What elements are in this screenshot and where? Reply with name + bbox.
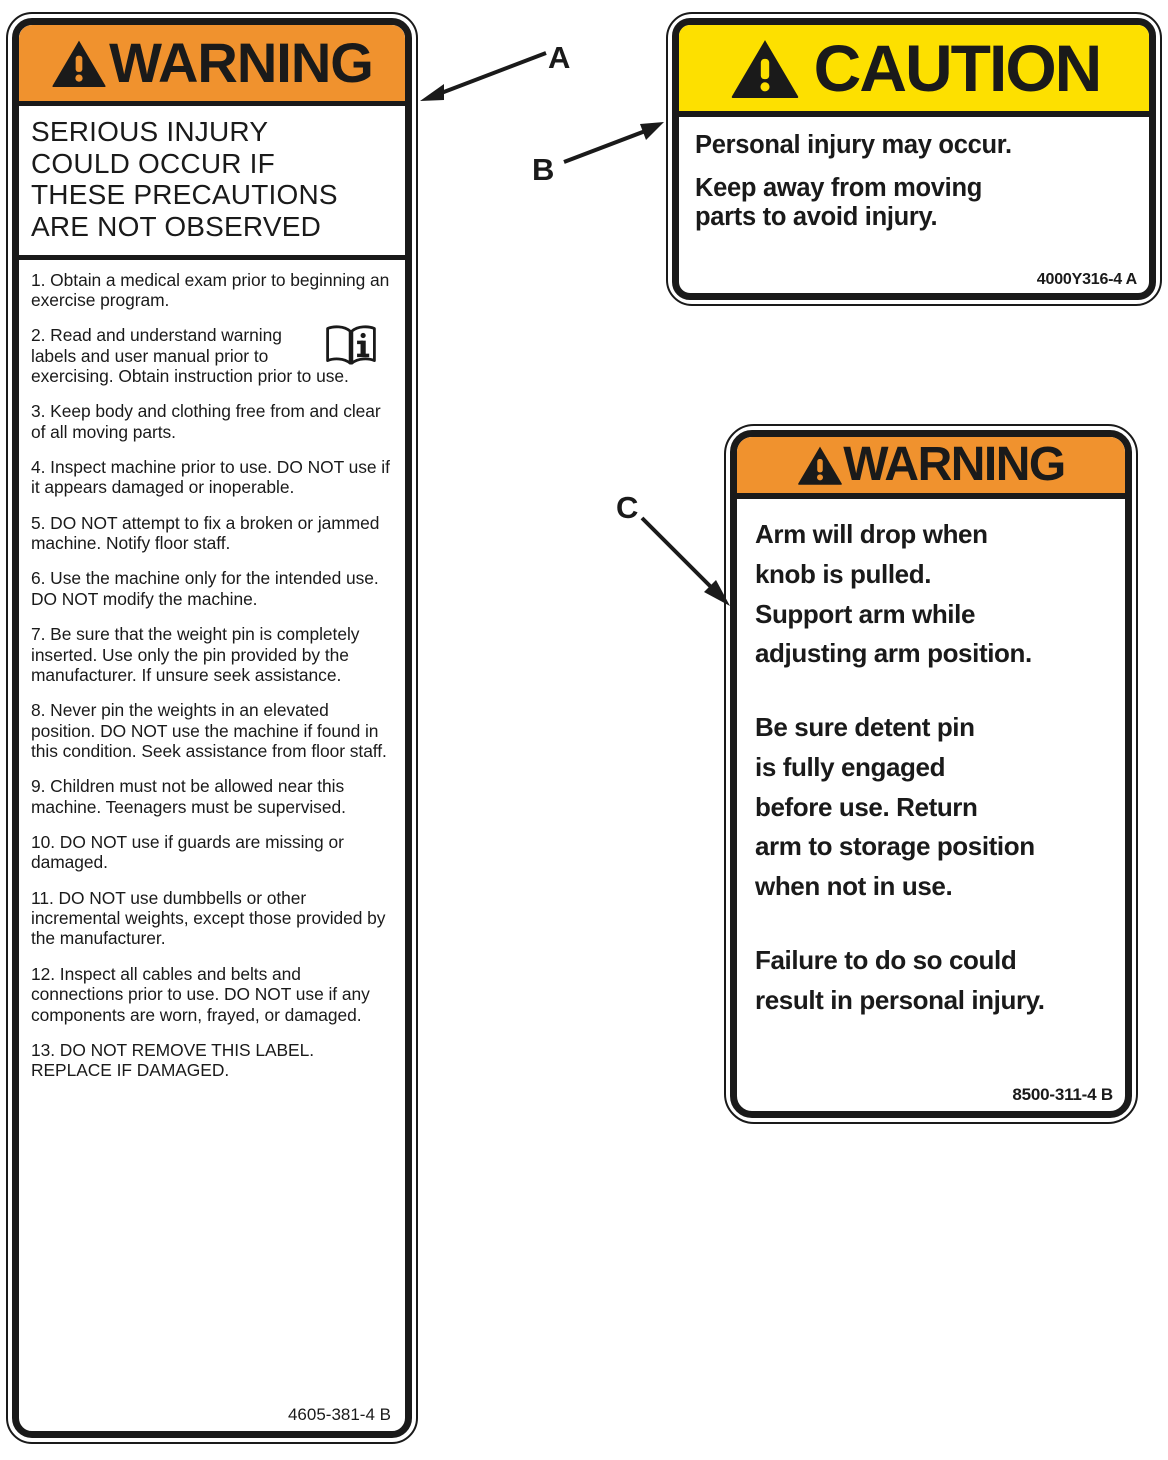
warning-line: Be sure detent pin xyxy=(755,712,975,743)
list-item: 13. DO NOT REMOVE THIS LABEL. REPLACE IF DAMAGED. xyxy=(31,1039,315,1081)
warning-line: Failure to do so could xyxy=(755,944,1017,975)
label-c-signal-word: WARNING xyxy=(843,438,1065,491)
list-item: 1. Obtain a medical exam prior to beginning an exercise program. xyxy=(31,269,390,310)
spacer xyxy=(695,160,1135,174)
list-item: 6. Use the machine only for the intended use. DO NOT modify the machine. xyxy=(31,568,379,609)
warning-label-c xyxy=(724,424,1138,1124)
warning-triangle-icon xyxy=(51,39,107,87)
warning-line: Arm will drop when xyxy=(755,519,988,549)
warning-line: knob is pulled. xyxy=(755,558,932,589)
warning-line: Support arm while xyxy=(755,598,976,629)
callout-arrow-b xyxy=(558,112,668,170)
caution-line: Keep away from moving xyxy=(695,174,983,203)
callout-arrow-a xyxy=(414,48,554,110)
warning-line: adjusting arm position. xyxy=(755,638,1032,669)
list-item: 4. Inspect machine prior to use. DO NOT use if it appears damaged or inoperable. xyxy=(31,457,390,498)
spacer xyxy=(755,674,1113,708)
callout-letter-b: B xyxy=(532,152,555,187)
callout-letter-c: C xyxy=(616,490,639,525)
warning-line: when not in use. xyxy=(755,871,953,902)
headline-line: ARE NOT OBSERVED xyxy=(31,210,322,242)
warning-line: before use. Return xyxy=(755,791,978,822)
spacer xyxy=(755,907,1113,941)
caution-line: parts to avoid injury. xyxy=(695,203,938,232)
headline-line: THESE PRECAUTIONS xyxy=(31,179,338,211)
warning-label-a xyxy=(6,12,418,1444)
callout-arrow-c xyxy=(636,510,746,620)
caution-label-b xyxy=(666,12,1162,306)
list-item: 12. Inspect all cables and belts and connections prior to use. DO NOT use if any components are worn, frayed, or damaged. xyxy=(31,963,370,1025)
list-item: 7. Be sure that the weight pin is completely inserted. Use only the pin provided by the manufacturer. If unsure seek assistance. xyxy=(31,624,360,685)
warning-line: arm to storage position xyxy=(755,831,1035,862)
label-b-body xyxy=(679,117,1149,293)
read-manual-book-icon xyxy=(325,323,377,367)
warning-triangle-icon xyxy=(728,38,802,98)
warning-triangle-icon xyxy=(797,445,843,485)
label-b-signal-word: CAUTION xyxy=(813,31,1101,105)
callout-letter-a: A xyxy=(548,40,571,75)
label-b-part-number: 4000Y316-4 A xyxy=(1036,271,1137,288)
label-c-signal-header xyxy=(737,437,1125,499)
warning-line: is fully engaged xyxy=(755,751,946,782)
list-item: 11. DO NOT use dumbbells or other incremental weights, except those provided by the manufacturer. xyxy=(31,887,386,949)
list-item: 10. DO NOT use if guards are missing or damaged. xyxy=(31,832,344,873)
caution-line: Personal injury may occur. xyxy=(695,131,1012,159)
label-b-signal-header xyxy=(679,25,1149,117)
list-item: 5. DO NOT attempt to fix a broken or jammed machine. Notify floor staff. xyxy=(31,512,380,554)
list-item: 9. Children must not be allowed near this machine. Teenagers must be supervised. xyxy=(31,776,346,817)
headline-line: COULD OCCUR IF xyxy=(31,147,275,179)
label-a-headline xyxy=(19,101,405,260)
list-item: 8. Never pin the weights in an elevated position. DO NOT use the machine if found in this condition. Seek assistance from floor staff. xyxy=(31,700,387,761)
label-a-part-number: 4605-381-4 B xyxy=(287,1405,391,1424)
list-item-text: 2. Read and understand warning labels and user manual prior to exercising. Obtain instruction prior to use. xyxy=(31,325,349,386)
label-a-precaution-list xyxy=(19,260,405,1432)
headline-line: SERIOUS INJURY xyxy=(31,116,269,147)
list-item-with-manual-icon xyxy=(31,325,393,386)
label-a-signal-header xyxy=(19,25,405,101)
list-item: 3. Keep body and clothing free from and clear of all moving parts. xyxy=(31,401,381,442)
label-a-signal-word: WARNING xyxy=(109,31,373,94)
label-c-part-number: 8500-311-4 B xyxy=(1012,1085,1113,1104)
warning-line: result in personal injury. xyxy=(755,984,1045,1015)
label-c-body xyxy=(737,499,1125,1111)
